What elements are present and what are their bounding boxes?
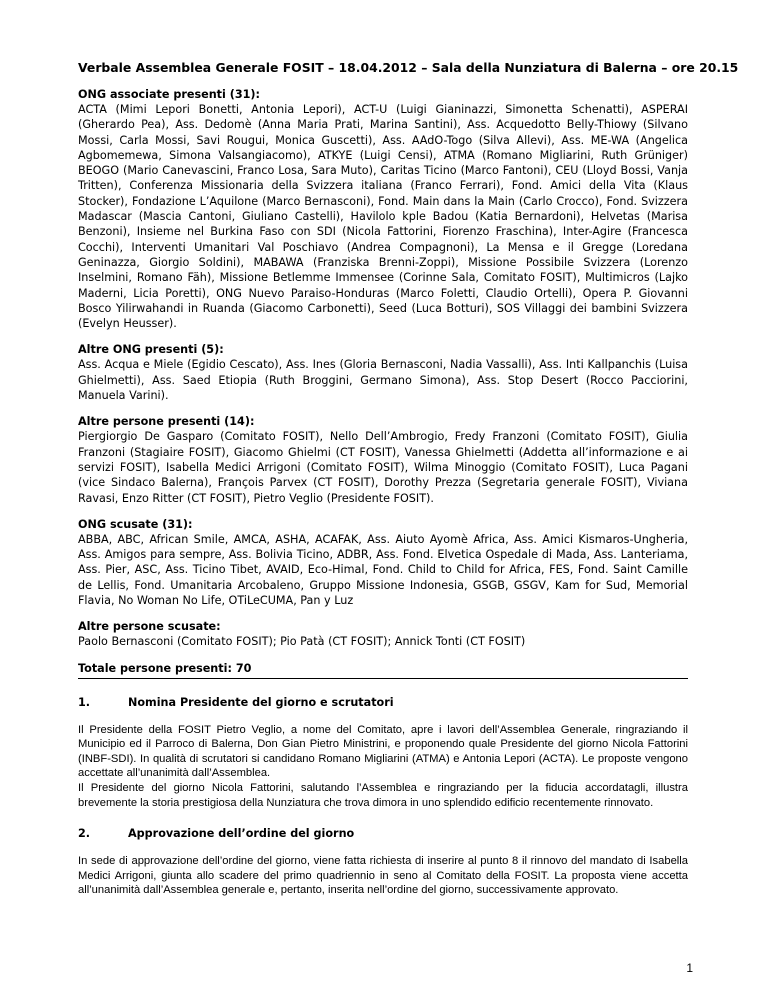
item-title: Nomina Presidente del giorno e scrutatori bbox=[128, 695, 394, 709]
section-altre-persone bbox=[78, 414, 688, 505]
section-heading: ONG scusate (31): bbox=[78, 517, 193, 531]
section-text: Paolo Bernasconi (Comitato FOSIT); Pio Patà (CT FOSIT); Annick Tonti (CT FOSIT) bbox=[78, 635, 526, 649]
section-heading: Altre persone scusate: bbox=[78, 620, 221, 634]
document-page bbox=[78, 60, 739, 898]
section-text: ACTA (Mimi Lepori Bonetti, Antonia Lepori), ACT-U (Luigi Gianinazzi, Simonetta Schenatti), ASPERAI (Gherardo Pea), Ass. Dedomè (Anna Maria Prati, Marina Santini), Ass. Acquedotto Belly-Thiowy (Silvano Mossi, Carla Mossi, Savi Rougui, Monica Guscetti), Ass. AAdO-Togo (Silva Allevi), Ass. ME-WA (Angelica Agbomemewa, Simona Valsangiacomo), ATKYE (Luigi Censi), ATMA (Romano Migliarini, Ruth Grüniger) BEOGO (Mario Canevascini, Franco Losa, Sara Muto), Caritas Ticino (Marco Fantoni), CEU (Lloyd Bossi, Vanja Tritten), Conferenza Missionaria della Svizzera italiana (Franco Ferrari), Fond. Amici della Vita (Klaus Stocker), Fondazione L’Aquilone (Marco Bernasconi), Fond. Main dans la Main (Carlo Crocco), Fond. Svizzera Madascar (Mascia Cantoni, Giuliano Castelli), Havilolo kple Badou (Katia Bernardoni), Helvetas (Marisa Benzoni), Insieme nel Burkina Faso con SDI (Nicola Fattorini, Fiorenzo Fraschina), Inter-Agire (Francesca Cocchi), Interventi Umanitari Val Poschiavo (Andrea Compagnoni), La Mensa e il Gregge (Loredana Geninazza, Giorgio Soldini), MABAWA (Franziska Brenni-Zoppi), Missione Possibile Svizzera (Lorenzo Inselmini, Romano Fäh), Missione Betlemme Immensee (Corinne Sala, Comitato FOSIT), Multimicros (Lajko Maderni, Licia Poretti), ONG Nuevo Paraiso-Honduras (Marco Foletti, Claudio Ortelli), Opera P. Giovanni Bosco Yilirwahandi in Ruanda (Giacomo Carbonetti), Seed (Luca Botturi), SOS Villaggi dei bambini Svizzera (Evelyn Heusser). bbox=[78, 103, 688, 331]
item-1-paragraph-2: Il Presidente del giorno Nicola Fattorini, salutando l’Assemblea e ringraziando per la fiducia accordatagli, illustra brevemente la storia prestigiosa della Nunziatura che trova dimora in uno splendido edificio recentemente rinnovato. bbox=[78, 781, 688, 809]
item-title: Approvazione dell’ordine del giorno bbox=[128, 827, 355, 841]
item-number: 1. bbox=[78, 695, 91, 709]
section-ong-scusate bbox=[78, 517, 688, 608]
item-number: 2. bbox=[78, 827, 91, 841]
section-persone-scusate bbox=[78, 619, 688, 649]
total-attendees: Totale persone presenti: 70 bbox=[78, 661, 688, 679]
section-text: Ass. Acqua e Miele (Egidio Cescato), Ass. Ines (Gloria Bernasconi, Nadia Vassalli), Ass. Inti Kallpanchis (Luisa Ghielmetti), Ass. Saed Etiopia (Ruth Broggini, Germano Simona), Ass. Stop Desert (Rocco Pacciorini, Manuela Varini). bbox=[78, 358, 688, 403]
item-2-paragraph-1: In sede di approvazione dell’ordine del giorno, viene fatta richiesta di inserire al punto 8 il rinnovo del mandato di Isabella Medici Arrigoni, giunta allo scadere del primo quadriennio in seno al Comitato della FOSIT. La proposta viene accetta all’unanimità dall’Assemblea generale e, pertanto, inserita nell’ordine del giorno, successivamente approvato. bbox=[78, 855, 688, 897]
section-altre-ong bbox=[78, 342, 688, 403]
item-1-heading bbox=[78, 695, 688, 710]
item-2-heading bbox=[78, 826, 688, 841]
page-number: 1 bbox=[686, 961, 693, 975]
section-text: Piergiorgio De Gasparo (Comitato FOSIT), Nello Dell’Ambrogio, Fredy Franzoni (Comitato FOSIT), Giulia Franzoni (Stagiaire FOSIT), Giacomo Ghielmi (CT FOSIT), Vanessa Ghielmetti (Addetta all’informazione e ai servizi FOSIT), Isabella Medici Arrigoni (Comitato FOSIT), Wilma Minoggio (Comitato FOSIT), Luca Pagani (vice Sindaco Balerna), François Parvex (CT FOSIT), Dorothy Prezza (Segretaria generale FOSIT), Viviana Ravasi, Enzo Ritter (CT FOSIT), Pietro Veglio (Presidente FOSIT). bbox=[78, 430, 688, 505]
item-1-paragraph-1: Il Presidente della FOSIT Pietro Veglio, a nome del Comitato, apre i lavori dell’Assemblea Generale, ringraziando il Municipio ed il Parroco di Balerna, Don Gian Pietro Ministrini, e proponendo quale Presidente del giorno Nicola Fattorini (INBF-SDI). In qualità di scrutatori si candidano Romano Migliarini (ATMA) e Antonia Lepori (ACTA). Le proposte vengono accettate all’unanimità dall’Assemblea. bbox=[78, 723, 688, 780]
section-heading: Altre ONG presenti (5): bbox=[78, 343, 224, 357]
section-heading: Altre persone presenti (14): bbox=[78, 415, 255, 429]
section-heading: ONG associate presenti (31): bbox=[78, 88, 261, 101]
document-title: Verbale Assemblea Generale FOSIT – 18.04.2012 – Sala della Nunziatura di Balerna – ore 20.15 bbox=[78, 60, 739, 75]
section-text: ABBA, ABC, African Smile, AMCA, ASHA, ACAFAK, Ass. Aiuto Ayomè Africa, Ass. Amici Kismaros-Ungheria, Ass. Amigos para sempre, Ass. Bolivia Ticino, ADBR, Ass. Fond. Elvetica Ospedale di Mada, Ass. Lanteriama, Ass. Pier, ASC, Ass. Ticino Tibet, AVAID, Eco-Himal, Fond. Child to Child for Africa, FES, Fond. Saint Camille de Lellis, Fond. Umanitaria Arcobaleno, Gruppo Missione Indonesia, GSGB, GSGV, Kam for Sud, Memorial Flavia, No Woman No Life, OTiLeCUMA, Pan y Luz bbox=[78, 532, 688, 608]
section-ong-presenti bbox=[78, 87, 688, 331]
